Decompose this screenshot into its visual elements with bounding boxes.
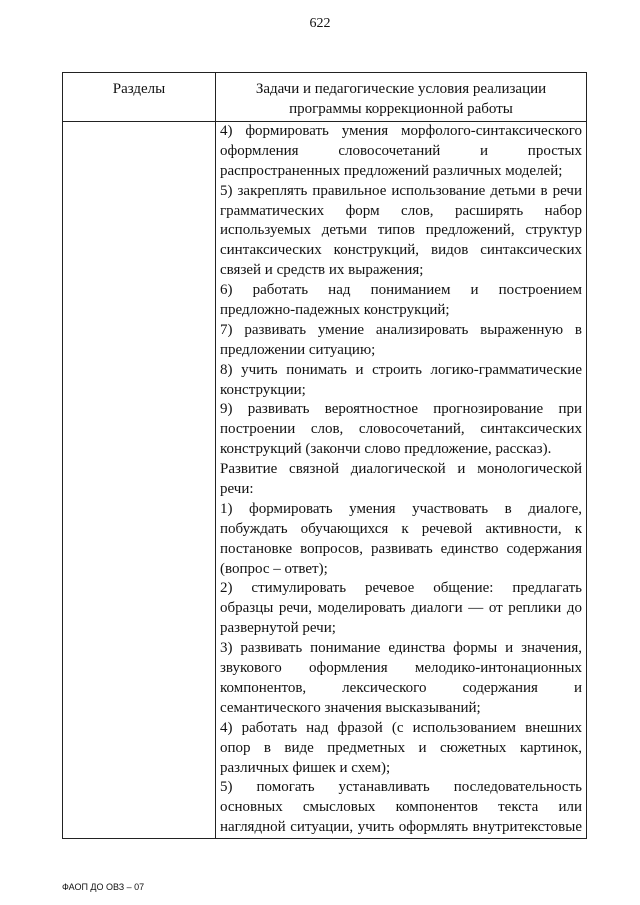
text-line: образцы речи, моделировать диалоги — от реплики до [220,600,582,617]
text-line: наглядной ситуации, учить оформлять внутритекстовые [220,819,582,836]
program-table [62,72,587,839]
text-line: используемых детьми типов предложений, структур [220,222,582,239]
header-sections-label: Разделы [112,81,166,97]
text-line: 9) развивать вероятностное прогнозирование при [220,401,582,418]
header-sections [63,73,216,122]
text-line: постановке вопросов, развивать единство содержания [220,540,582,557]
text-line: 5) закреплять правильное использование детьми в речи [220,182,582,199]
text-line: конструкций (закончи слово предложение, рассказ). [220,441,552,458]
text-line: Развитие связной диалогической и монологической [220,461,582,478]
text-line: предложно-падежных конструкций; [220,302,450,319]
text-line: 3) развивать понимание единства формы и значения, [220,640,582,657]
text-line: распространенных предложений различных моделей; [220,162,563,179]
text-line: опор в виде предметных и сюжетных картинок, [220,739,582,756]
text-line: 4) формировать умения морфолого-синтаксического [220,123,582,139]
text-line: 8) учить понимать и строить логико-грамматические [220,361,582,378]
text-line: (вопрос – ответ); [220,560,328,577]
table-body-row [63,122,587,839]
text-line: развернутой речи; [220,620,336,637]
header-tasks [216,73,587,122]
text-line: 4) работать над фразой (с использованием внешних [220,719,582,736]
text-line: 1) формировать умения участвовать в диалоге, [220,500,582,517]
text-line: 5) помогать устанавливать последовательность [220,779,582,796]
text-line: речи: [220,481,254,498]
text-line: семантического значения высказываний; [220,699,481,716]
text-line: предложении ситуацию; [220,341,376,358]
text-line: различных фишек и схем); [220,759,391,776]
text-line: компонентов, лексического содержания и [220,679,582,696]
text-line: грамматических форм слов, расширять набор [220,202,582,219]
header-tasks-line-2: программы коррекционной работы [289,101,513,117]
table-header-row [63,73,587,122]
text-line: 6) работать над пониманием и построением [220,282,582,299]
header-tasks-line-1: Задачи и педагогические условия реализации [255,81,547,97]
text-line: построении слов, словосочетаний, синтаксических [220,421,582,438]
text-line: 2) стимулировать речевое общение: предлагать [220,580,582,597]
text-line: синтаксических конструкций, видов синтаксических [220,242,582,259]
text-line: побуждать обучающихся к речевой активности, к [220,520,582,537]
tasks-cell [216,122,587,839]
text-line: связей и средств их выражения; [220,262,424,279]
text-line: оформления словосочетаний и простых [220,142,582,159]
text-line: конструкции; [220,381,306,398]
text-line: звукового оформления мелодико-интонационных [220,660,582,677]
document-code-footer: ФАОП ДО ОВЗ – 07 [62,882,145,892]
tasks-text [220,122,582,838]
text-line: 7) развивать умение анализировать выраженную в [220,321,582,338]
text-line: основных смысловых компонентов текста или [220,799,582,816]
sections-cell [63,122,216,839]
page-number: 622 [309,16,331,31]
